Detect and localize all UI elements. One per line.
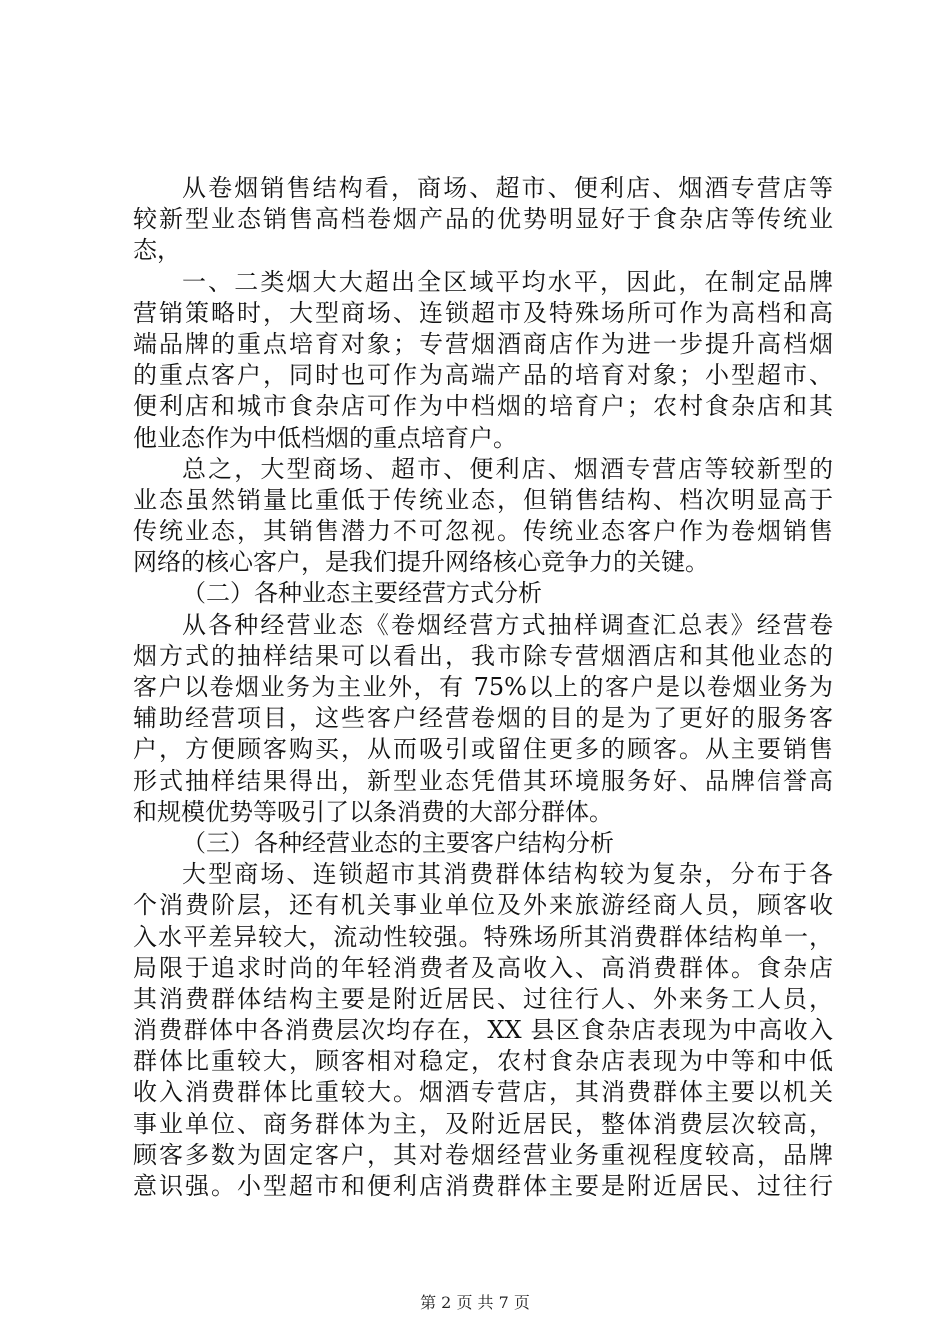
- body-text-line: 他业态作为中低档烟的重点培育户。: [133, 423, 517, 452]
- body-text-line: （二）各种业态主要经营方式分析: [182, 579, 542, 608]
- body-text-line: 营销策略时，大型商场、连锁超市及特殊场所可作为高档和高: [133, 298, 833, 327]
- body-text-line: 业态虽然销量比重低于传统业态，但销售结构、档次明显高于: [133, 485, 833, 514]
- body-text-line: 和规模优势等吸引了以条消费的大部分群体。: [133, 797, 613, 826]
- body-text-line: 其消费群体结构主要是附近居民、过往行人、外来务工人员，: [133, 984, 833, 1013]
- body-text-line: 烟方式的抽样结果可以看出，我市除专营烟酒店和其他业态的: [133, 641, 833, 670]
- body-text-line: 网络的核心客户，是我们提升网络核心竞争力的关键。: [133, 548, 709, 577]
- page-footer: 第 2 页 共 7 页: [420, 1293, 530, 1312]
- body-text-line: 消费群体中各消费层次均存在，XX 县区食杂店表现为中高收入: [133, 1016, 833, 1045]
- body-text-line: 户，方便顾客购买，从而吸引或留住更多的顾客。从主要销售: [133, 735, 833, 764]
- body-text-line: 总之，大型商场、超市、便利店、烟酒专营店等较新型的: [182, 454, 833, 483]
- body-text-line: 端品牌的重点培育对象；专营烟酒商店作为进一步提升高档烟: [133, 329, 833, 358]
- body-text-line: （三）各种经营业态的主要客户结构分析: [182, 828, 614, 857]
- body-text-line: 个消费阶层，还有机关事业单位及外来旅游经商人员，顾客收: [133, 891, 833, 920]
- body-text-line: 传统业态，其销售潜力不可忽视。传统业态客户作为卷烟销售: [133, 517, 833, 546]
- body-text-line: 顾客多数为固定客户，其对卷烟经营业务重视程度较高，品牌: [133, 1140, 833, 1169]
- body-text-line: 客户以卷烟业务为主业外，有 75%以上的客户是以卷烟业务为: [133, 673, 833, 701]
- body-text-line: 收入消费群体比重较大。烟酒专营店，其消费群体主要以机关: [133, 1078, 833, 1107]
- document-body: [133, 173, 833, 1202]
- body-text-line: 辅助经营项目，这些客户经营卷烟的目的是为了更好的服务客: [133, 704, 833, 733]
- body-text-line: 群体比重较大，顾客相对稳定，农村食杂店表现为中等和中低: [133, 1047, 833, 1076]
- body-text-line: 态，: [133, 236, 181, 265]
- body-text-line: 一、二类烟大大超出全区域平均水平，因此，在制定品牌: [182, 267, 833, 296]
- body-text-line: 入水平差异较大，流动性较强。特殊场所其消费群体结构单一，: [133, 922, 833, 951]
- body-text-line: 大型商场、连锁超市其消费群体结构较为复杂，分布于各: [182, 860, 833, 889]
- body-text-line: 意识强。小型超市和便利店消费群体主要是附近居民、过往行: [133, 1172, 833, 1200]
- body-text-line: 便利店和城市食杂店可作为中档烟的培育户；农村食杂店和其: [133, 392, 833, 421]
- body-text-line: 从卷烟销售结构看，商场、超市、便利店、烟酒专营店等: [182, 174, 833, 202]
- body-text-line: 事业单位、商务群体为主，及附近居民，整体消费层次较高，: [133, 1109, 833, 1138]
- body-text-line: 的重点客户，同时也可作为高端产品的培育对象；小型超市、: [133, 361, 833, 390]
- body-text-line: 从各种经营业态《卷烟经营方式抽样调查汇总表》经营卷: [182, 610, 833, 639]
- body-text-line: 局限于追求时尚的年轻消费者及高收入、高消费群体。食杂店: [133, 953, 833, 982]
- body-text-line: 形式抽样结果得出，新型业态凭借其环境服务好、品牌信誉高: [133, 766, 833, 795]
- body-text-line: 较新型业态销售高档卷烟产品的优势明显好于食杂店等传统业: [133, 205, 833, 234]
